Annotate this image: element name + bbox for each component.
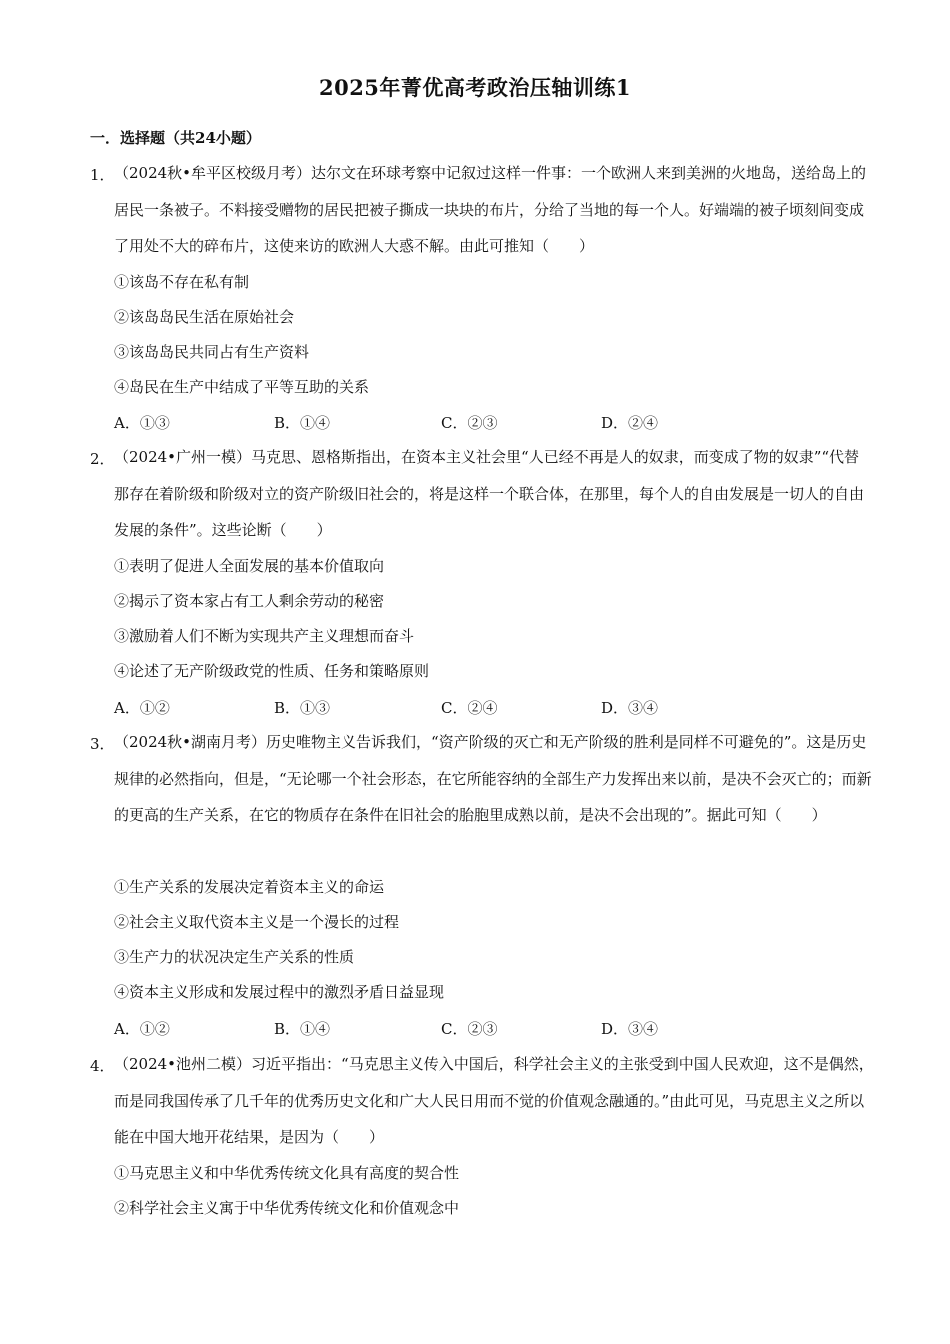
choice-c[interactable]: C．②④ bbox=[441, 699, 498, 717]
page-title: 2025年菁优高考政治压轴训练1 bbox=[318, 75, 632, 100]
choice-d[interactable]: D．③④ bbox=[601, 699, 659, 717]
question-number: 4． bbox=[90, 1057, 115, 1075]
statement-item: ④论述了无产阶级政党的性质、任务和策略原则 bbox=[114, 662, 430, 680]
answer-choices bbox=[114, 412, 814, 442]
question-stem: （2024•广州一模）马克思、恩格斯指出，在资本主义社会里“人已经不再是人的奴隶，而变成了物的奴隶”“代替那存在着阶级和阶级对立的资产阶级旧社会的，将是这样一个联合体，在那里，每个人的自由发展是一切人的自由发展的条件”。这些论断（ ） bbox=[114, 448, 865, 539]
choice-b[interactable]: B．①④ bbox=[274, 1020, 331, 1038]
answer-choices bbox=[114, 1018, 814, 1048]
question-stem: （2024秋•牟平区校级月考）达尔文在环球考察中记叙过这样一件事：一个欧洲人来到美洲的火地岛，送给岛上的居民一条被子。不料接受赠物的居民把被子撕成一块块的布片，分给了当地的每一个人。好端端的被子顷刻间变成了用处不大的碎布片，这使来访的欧洲人大惑不解。由此可推知（ ） bbox=[114, 164, 867, 255]
statement-item: ①表明了促进人全面发展的基本价值取向 bbox=[114, 557, 385, 575]
section-heading: 一．选择题（共24小题） bbox=[90, 129, 261, 147]
statement-item: ③生产力的状况决定生产关系的性质 bbox=[114, 948, 355, 966]
statement-item: ③激励着人们不断为实现共产主义理想而奋斗 bbox=[114, 627, 415, 645]
choice-b[interactable]: B．①④ bbox=[274, 414, 331, 432]
question-number: 2． bbox=[90, 450, 115, 468]
statement-item: ③该岛岛民共同占有生产资料 bbox=[114, 343, 310, 361]
statement-item: ②揭示了资本家占有工人剩余劳动的秘密 bbox=[114, 592, 385, 610]
choice-a[interactable]: A．①③ bbox=[114, 414, 170, 432]
choice-c[interactable]: C．②③ bbox=[441, 1020, 498, 1038]
statement-list bbox=[114, 1156, 459, 1226]
statement-item: ④岛民在生产中结成了平等互助的关系 bbox=[114, 378, 370, 396]
statement-item: ②社会主义取代资本主义是一个漫长的过程 bbox=[114, 913, 400, 931]
question-stem: （2024•池州二模）习近平指出：“马克思主义传入中国后，科学社会主义的主张受到中国人民欢迎，这不是偶然，而是同我国传承了几千年的优秀历史文化和广大人民日用而不觉的价值观念融通的。”由此可见，马克思主义之所以能在中国大地开花结果，是因为（ ） bbox=[114, 1055, 874, 1146]
choice-d[interactable]: D．②④ bbox=[601, 414, 659, 432]
question-number: 1． bbox=[90, 166, 115, 184]
statement-item: ②该岛岛民生活在原始社会 bbox=[114, 308, 295, 326]
statement-list bbox=[114, 549, 429, 689]
choice-d[interactable]: D．③④ bbox=[601, 1020, 659, 1038]
statement-list bbox=[114, 265, 369, 405]
question-number: 3． bbox=[90, 735, 115, 753]
statement-item: ①生产关系的发展决定着资本主义的命运 bbox=[114, 878, 385, 896]
choice-b[interactable]: B．①③ bbox=[274, 699, 331, 717]
choice-c[interactable]: C．②③ bbox=[441, 414, 498, 432]
statement-item: ②科学社会主义寓于中华优秀传统文化和价值观念中 bbox=[114, 1199, 460, 1217]
choice-a[interactable]: A．①② bbox=[114, 699, 170, 717]
statement-list bbox=[114, 870, 444, 1010]
question-stem: （2024秋•湖南月考）历史唯物主义告诉我们，“资产阶级的灭亡和无产阶级的胜利是同样不可避免的”。这是历史规律的必然指向，但是，“无论哪一个社会形态，在它所能容纳的全部生产力发挥出来以前，是决不会灭亡的；而新的更高的生产关系，在它的物质存在条件在旧社会的胎胞里成熟以前，是决不会出现的”。据此可知（ ） bbox=[114, 733, 872, 824]
answer-choices bbox=[114, 697, 814, 727]
statement-item: ①该岛不存在私有制 bbox=[114, 273, 250, 291]
statement-item: ①马克思主义和中华优秀传统文化具有高度的契合性 bbox=[114, 1164, 460, 1182]
statement-item: ④资本主义形成和发展过程中的激烈矛盾日益显现 bbox=[114, 983, 445, 1001]
choice-a[interactable]: A．①② bbox=[114, 1020, 170, 1038]
